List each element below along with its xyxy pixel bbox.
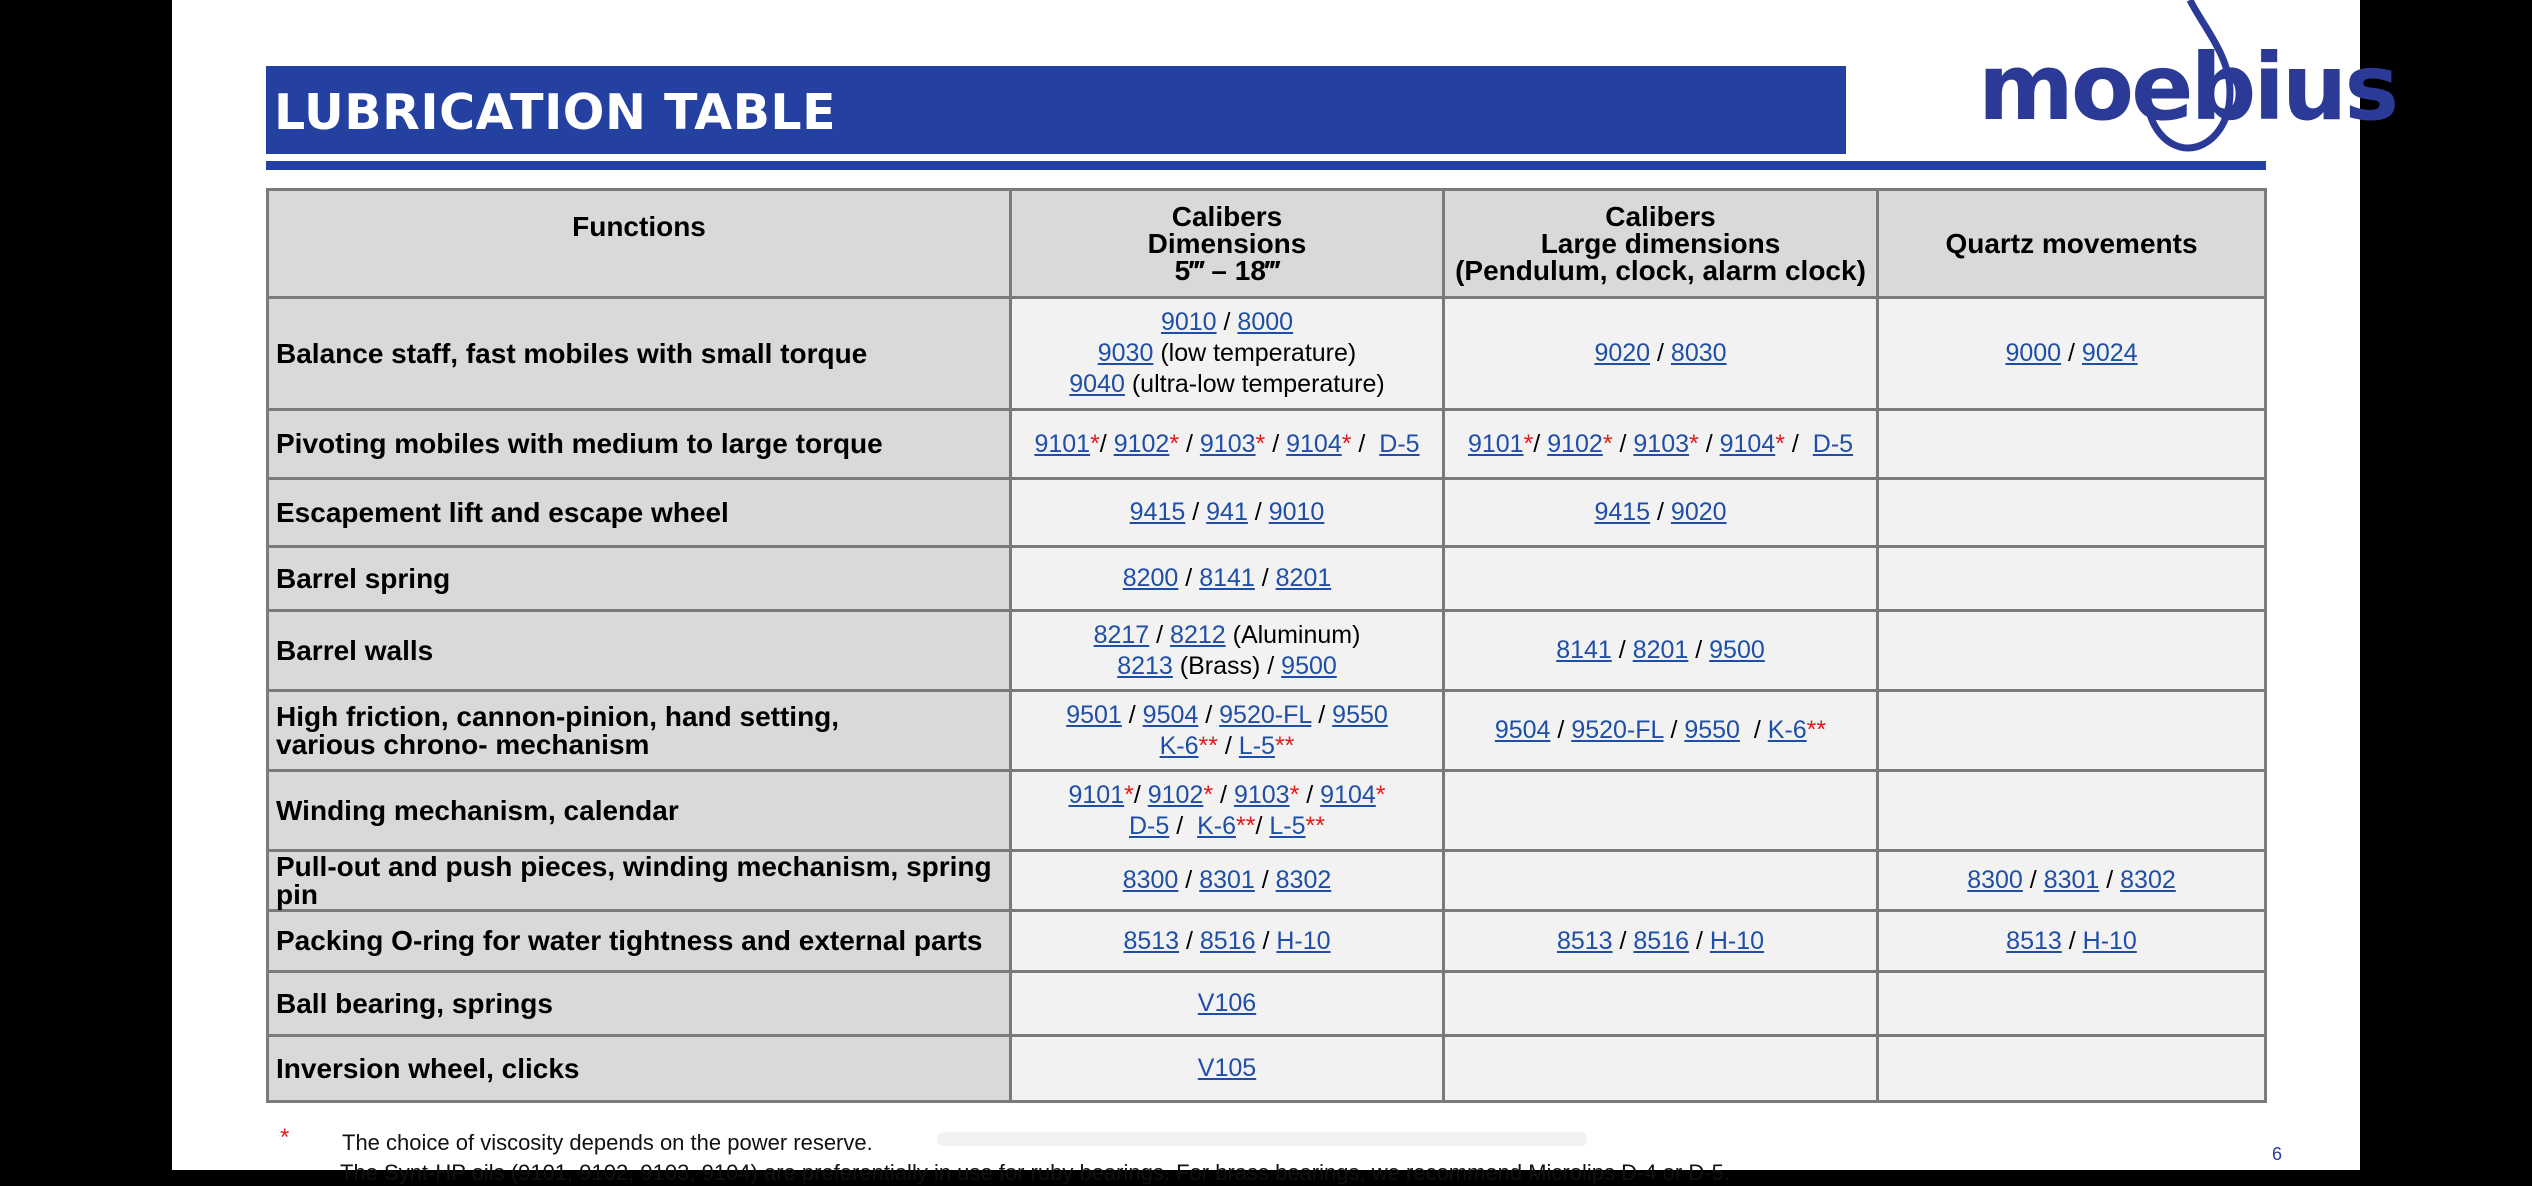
- product-cell: [1444, 972, 1878, 1036]
- product-link[interactable]: H-10: [1709, 926, 1765, 955]
- product-link[interactable]: 8212: [1170, 620, 1226, 649]
- function-label: Balance staff, fast mobiles with small torque: [276, 337, 868, 369]
- product-line: [1012, 926, 1442, 957]
- product-cell: [1011, 479, 1444, 547]
- column-header-line: Functions: [572, 211, 706, 242]
- product-link[interactable]: 9010: [1268, 498, 1325, 526]
- product-link[interactable]: 9104: [1320, 780, 1376, 809]
- product-link[interactable]: L-5: [1269, 811, 1306, 840]
- table-row: [268, 691, 2266, 771]
- product-cell: [1878, 611, 2266, 691]
- page-number: 6: [2272, 1144, 2283, 1164]
- product-link[interactable]: 8516: [1633, 926, 1690, 955]
- function-cell: [268, 547, 1011, 611]
- product-link[interactable]: 8513: [2006, 926, 2062, 955]
- product-link[interactable]: 9101: [1034, 429, 1091, 458]
- product-link[interactable]: L-5: [1238, 731, 1275, 760]
- product-cell: [1878, 479, 2266, 547]
- product-cell: [1444, 911, 1878, 972]
- product-link[interactable]: 8513: [1123, 926, 1180, 955]
- product-link[interactable]: 8030: [1670, 339, 1727, 367]
- product-cell: [1444, 547, 1878, 611]
- product-cell: [1011, 611, 1444, 691]
- table-row: [268, 771, 2266, 851]
- cell-text: /: [1178, 866, 1200, 894]
- table-header-row: [268, 190, 2266, 298]
- footnote-asterisk: *: [1523, 429, 1534, 458]
- product-link[interactable]: V105: [1197, 1054, 1257, 1082]
- cell-text: /: [1550, 716, 1572, 744]
- column-header-line: 5‴ – 18‴: [1174, 255, 1280, 286]
- product-cell: [1011, 851, 1444, 911]
- product-cell: [1444, 691, 1878, 771]
- product-link[interactable]: 9504: [1142, 700, 1199, 729]
- footnote-asterisk: *: [1602, 429, 1613, 458]
- product-line: [1445, 338, 1876, 369]
- function-label: Packing O-ring for water tightness and external parts: [276, 925, 983, 956]
- logo-wordmark: moebius: [1978, 34, 2397, 141]
- cell-text: /: [1650, 339, 1671, 367]
- product-line: [1012, 988, 1442, 1019]
- cell-text: (Brass) /: [1172, 651, 1282, 680]
- footnote-line-1: The choice of viscosity depends on the power reserve.: [342, 1130, 873, 1155]
- function-cell: [268, 691, 1011, 771]
- cell-text: /: [1650, 498, 1671, 526]
- product-link[interactable]: 9020: [1594, 339, 1651, 367]
- product-cell: [1878, 771, 2266, 851]
- cell-text: /: [1216, 308, 1238, 336]
- product-link[interactable]: 8200: [1122, 564, 1179, 592]
- scroll-indicator: [937, 1132, 1587, 1146]
- product-cell: [1444, 771, 1878, 851]
- column-header-line: Calibers: [1605, 201, 1716, 232]
- product-link[interactable]: 8513: [1556, 926, 1613, 955]
- function-label: Barrel walls: [276, 634, 434, 666]
- product-link[interactable]: 8300: [1967, 866, 2023, 894]
- product-line: [1012, 865, 1442, 896]
- function-label: Pull-out and push pieces, winding mechanism, spring pin: [276, 850, 992, 910]
- cell-text: /: [1688, 636, 1710, 664]
- product-link[interactable]: D-5: [1379, 429, 1420, 458]
- cell-text: /: [1099, 429, 1114, 458]
- product-cell: [1444, 410, 1878, 479]
- product-line: [1012, 651, 1442, 682]
- product-link[interactable]: D-5: [1129, 811, 1170, 840]
- product-cell: [1011, 1036, 1444, 1102]
- product-link[interactable]: 9030: [1097, 339, 1154, 367]
- product-line: [1012, 620, 1442, 651]
- product-link[interactable]: 9102: [1113, 429, 1170, 458]
- product-link[interactable]: 8141: [1199, 564, 1255, 592]
- product-link[interactable]: 9101: [1467, 429, 1524, 458]
- product-cell: [1011, 911, 1444, 972]
- product-line: [1879, 338, 2264, 369]
- table-row: [268, 611, 2266, 691]
- product-link[interactable]: 9010: [1160, 308, 1217, 336]
- cell-text: /: [1178, 564, 1200, 592]
- footnote-marker: *: [280, 1124, 290, 1151]
- cell-text: /: [1217, 731, 1239, 760]
- product-line: [1012, 1053, 1442, 1084]
- product-link[interactable]: 8141: [1556, 636, 1612, 664]
- footnote-asterisk: *: [1090, 429, 1100, 458]
- product-line: [1445, 497, 1876, 528]
- cell-text: /: [1185, 498, 1207, 526]
- product-link[interactable]: 9520-FL: [1219, 700, 1312, 729]
- product-link[interactable]: 9550: [1684, 716, 1740, 744]
- product-link[interactable]: K-6: [1197, 811, 1236, 840]
- cell-text: /: [1213, 780, 1234, 809]
- column-header-3: [1878, 190, 2266, 298]
- function-label: Winding mechanism, calendar: [276, 794, 679, 826]
- table-row: [268, 479, 2266, 547]
- product-line: [1012, 497, 1442, 528]
- product-cell: [1878, 851, 2266, 911]
- table-row: [268, 851, 2266, 911]
- product-cell: [1444, 851, 1878, 911]
- product-line: [1012, 780, 1442, 811]
- function-label: High friction, cannon-pinion, hand setting,: [276, 700, 840, 732]
- cell-text: /: [1698, 429, 1720, 458]
- product-link[interactable]: 9102: [1147, 780, 1204, 809]
- product-cell: [1444, 611, 1878, 691]
- product-line: [1012, 307, 1442, 338]
- product-cell: [1878, 972, 2266, 1036]
- cell-text: /: [1311, 700, 1333, 729]
- cell-text: /: [1254, 564, 1276, 592]
- cell-text: (low temperature): [1153, 339, 1357, 367]
- product-link[interactable]: 9040: [1069, 370, 1125, 398]
- footnote-asterisk: *: [1775, 429, 1785, 458]
- product-cell: [1011, 547, 1444, 611]
- cell-text: /: [1611, 636, 1633, 664]
- product-cell: [1011, 410, 1444, 479]
- product-link[interactable]: 9500: [1709, 636, 1765, 664]
- column-header-line: Quartz movements: [1945, 228, 2198, 259]
- function-label: Escapement lift and escape wheel: [276, 496, 729, 528]
- function-cell: [268, 771, 1011, 851]
- cell-text: /: [1265, 429, 1287, 458]
- cell-text: /: [1689, 926, 1710, 955]
- product-cell: [1878, 911, 2266, 972]
- product-link[interactable]: 9103: [1199, 429, 1256, 458]
- product-cell: [1444, 298, 1878, 410]
- table-row: [268, 911, 2266, 972]
- cell-text: /: [1784, 429, 1813, 458]
- product-link[interactable]: 9504: [1494, 716, 1551, 744]
- cell-text: /: [1254, 866, 1276, 894]
- product-link[interactable]: 9024: [2081, 339, 2138, 367]
- cell-text: /: [2061, 926, 2083, 955]
- cell-text: /: [1255, 811, 1270, 840]
- cell-text: /: [1739, 716, 1768, 744]
- product-link[interactable]: D-5: [1812, 429, 1854, 458]
- footnote-line-2: The Synt-HP oils (9101, 9102, 9103, 9104) are preferentially in use for ruby bearings. For brass bearings, we recommend Microlips D-4 or D-5.: [340, 1160, 1730, 1185]
- product-cell: [1011, 972, 1444, 1036]
- product-line: [1012, 429, 1442, 460]
- product-link[interactable]: H-10: [2082, 926, 2137, 955]
- product-line: [1879, 865, 2264, 896]
- cell-text: /: [1663, 716, 1685, 744]
- cell-text: /: [1169, 811, 1198, 840]
- function-label: Ball bearing, springs: [276, 987, 553, 1019]
- product-link[interactable]: 9415: [1594, 498, 1651, 526]
- product-link[interactable]: 941: [1206, 498, 1248, 526]
- product-cell: [1878, 298, 2266, 410]
- product-link[interactable]: 8516: [1199, 926, 1256, 955]
- function-label: Pivoting mobiles with medium to large torque: [276, 428, 883, 459]
- function-label: Barrel spring: [276, 562, 451, 594]
- cell-text: /: [1351, 429, 1380, 458]
- product-link[interactable]: 9550: [1332, 700, 1388, 729]
- footnote-asterisk: *: [1169, 429, 1180, 458]
- column-header-line: Large dimensions: [1540, 228, 1781, 259]
- cell-text: /: [1179, 926, 1200, 955]
- product-cell: [1011, 691, 1444, 771]
- product-cell: [1011, 771, 1444, 851]
- product-cell: [1444, 1036, 1878, 1102]
- column-header-2: [1444, 190, 1878, 298]
- column-header-line: (Pendulum, clock, alarm clock): [1455, 255, 1866, 286]
- product-cell: [1011, 298, 1444, 410]
- product-cell: [1878, 410, 2266, 479]
- product-cell: [1444, 479, 1878, 547]
- product-link[interactable]: 9415: [1129, 498, 1186, 526]
- lubrication-table: [266, 188, 2267, 1103]
- function-cell: [268, 911, 1011, 972]
- cell-text: (Aluminum): [1225, 620, 1361, 649]
- column-header-0: [268, 190, 1011, 298]
- product-line: [1012, 338, 1442, 369]
- cell-text: /: [1149, 620, 1171, 649]
- footnote-asterisk: **: [1274, 731, 1295, 760]
- footnote-asterisk: *: [1124, 780, 1134, 809]
- table-row: [268, 1036, 2266, 1102]
- product-link[interactable]: 9000: [2005, 339, 2062, 367]
- product-link[interactable]: 9501: [1066, 700, 1122, 729]
- product-link[interactable]: 9104: [1719, 429, 1776, 458]
- product-link[interactable]: 8302: [1275, 866, 1332, 894]
- footnote-asterisk: *: [1375, 780, 1386, 809]
- product-line: [1879, 926, 2264, 957]
- column-header-line: Dimensions: [1147, 228, 1307, 259]
- product-link[interactable]: 8213: [1117, 651, 1173, 680]
- cell-text: (ultra-low temperature): [1124, 370, 1385, 398]
- product-link[interactable]: 8201: [1275, 564, 1332, 592]
- cell-text: /: [1121, 700, 1143, 729]
- cell-text: /: [2099, 866, 2121, 894]
- table-row: [268, 547, 2266, 611]
- function-cell: [268, 611, 1011, 691]
- product-link[interactable]: 9101: [1068, 780, 1125, 809]
- cell-text: /: [1255, 926, 1277, 955]
- product-link[interactable]: 9520-FL: [1571, 716, 1664, 744]
- footnote-asterisk: *: [1689, 429, 1699, 458]
- document-page: [172, 0, 2397, 1185]
- function-cell: [268, 298, 1011, 410]
- cell-text: /: [1533, 429, 1548, 458]
- table-row: [268, 298, 2266, 410]
- product-line: [1445, 926, 1876, 957]
- function-cell: [268, 972, 1011, 1036]
- cell-text: /: [1612, 926, 1634, 955]
- product-link[interactable]: 9103: [1233, 780, 1290, 809]
- function-cell: [268, 851, 1011, 911]
- function-cell: [268, 410, 1011, 479]
- title-divider: [266, 161, 2266, 170]
- product-link[interactable]: 8000: [1237, 308, 1294, 336]
- product-link[interactable]: K-6: [1767, 716, 1807, 744]
- product-link[interactable]: 8302: [2120, 866, 2176, 894]
- title-banner: [266, 66, 1846, 154]
- function-label: various chrono- mechanism: [276, 728, 650, 760]
- table-row: [268, 410, 2266, 479]
- cell-text: /: [2022, 866, 2044, 894]
- document-title: LUBRICATION TABLE: [274, 84, 837, 141]
- product-link[interactable]: 8201: [1632, 636, 1689, 664]
- product-cell: [1878, 1036, 2266, 1102]
- column-header-line: Calibers: [1171, 201, 1283, 232]
- product-line: [1012, 731, 1442, 762]
- product-line: [1445, 715, 1876, 746]
- product-link[interactable]: H-10: [1276, 926, 1331, 955]
- product-link[interactable]: 9103: [1633, 429, 1690, 458]
- cell-text: /: [1133, 780, 1148, 809]
- product-link[interactable]: 8217: [1093, 620, 1150, 649]
- function-label: Inversion wheel, clicks: [276, 1052, 580, 1084]
- product-line: [1445, 635, 1876, 666]
- table-body: [268, 298, 2266, 1102]
- product-cell: [1878, 691, 2266, 771]
- footnote-asterisk: **: [1806, 716, 1827, 744]
- cell-text: /: [2061, 339, 2082, 367]
- function-cell: [268, 479, 1011, 547]
- product-line: [1012, 700, 1442, 731]
- product-line: [1012, 369, 1442, 400]
- product-link[interactable]: 9104: [1286, 429, 1342, 458]
- footnote-asterisk: *: [1203, 780, 1214, 809]
- product-link[interactable]: 9102: [1547, 429, 1603, 458]
- footnote-asterisk: **: [1236, 811, 1256, 840]
- product-link[interactable]: V106: [1197, 989, 1257, 1017]
- cell-text: /: [1198, 700, 1220, 729]
- product-link[interactable]: K-6: [1159, 731, 1199, 760]
- cell-text: /: [1179, 429, 1200, 458]
- product-line: [1012, 811, 1442, 842]
- cell-text: /: [1612, 429, 1634, 458]
- footnote-asterisk: *: [1341, 429, 1352, 458]
- product-link[interactable]: 8301: [1199, 866, 1255, 894]
- product-link[interactable]: 8300: [1122, 866, 1179, 894]
- footnote-asterisk: *: [1289, 780, 1300, 809]
- product-line: [1012, 563, 1442, 594]
- product-link[interactable]: 8301: [2043, 866, 2100, 894]
- footnote-asterisk: **: [1305, 811, 1325, 840]
- product-cell: [1878, 547, 2266, 611]
- function-cell: [268, 1036, 1011, 1102]
- product-line: [1445, 429, 1876, 460]
- footnote-asterisk: **: [1198, 731, 1218, 760]
- product-link[interactable]: 9500: [1281, 651, 1337, 680]
- cell-text: /: [1299, 780, 1321, 809]
- column-header-1: [1011, 190, 1444, 298]
- product-link[interactable]: 9020: [1670, 498, 1727, 526]
- footnote-asterisk: *: [1255, 429, 1266, 458]
- cell-text: /: [1247, 498, 1269, 526]
- table-row: [268, 972, 2266, 1036]
